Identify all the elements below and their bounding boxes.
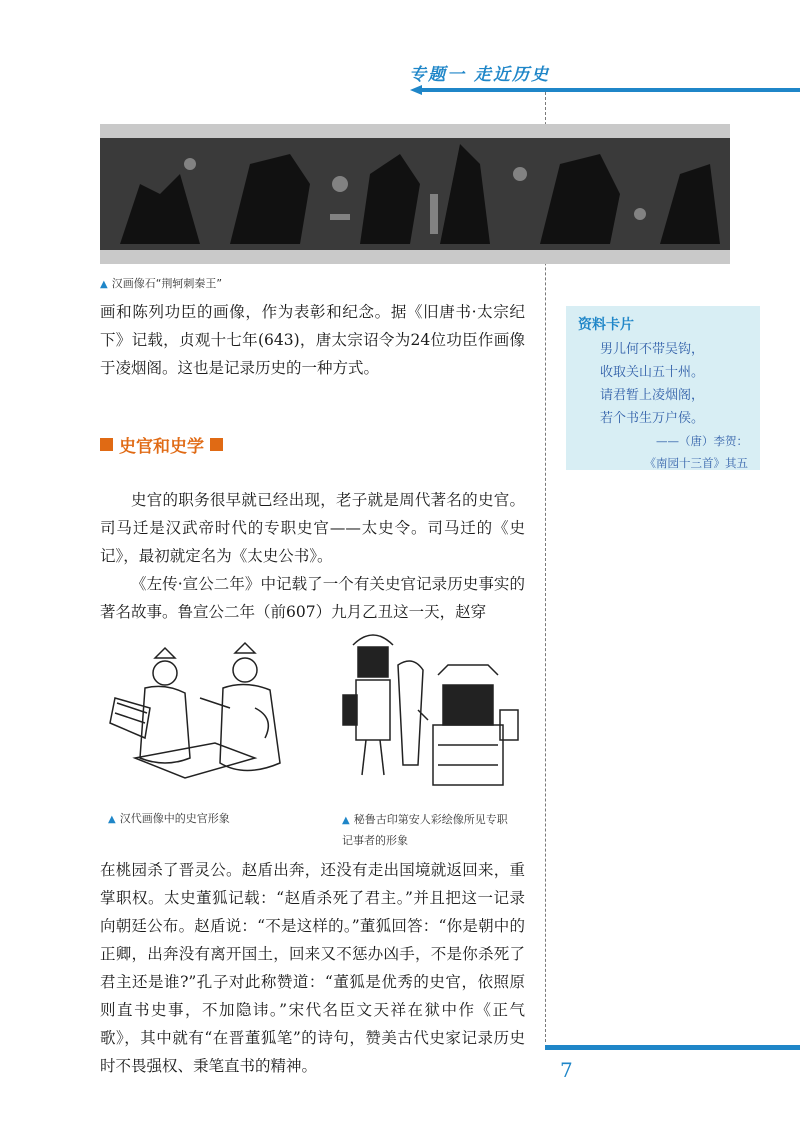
poem-line: 请君暂上凌烟阁， xyxy=(600,388,705,403)
poem-attribution: ——（唐）李贺： xyxy=(656,434,748,448)
caption-han-historian: ▲ 汉代画像中的史官形象 xyxy=(108,812,230,825)
poem-source: 《南园十三首》其五 xyxy=(644,456,748,470)
poem-line: 男儿何不带吴钩， xyxy=(600,342,705,357)
paragraph-historians: 史官的职务很早就已经出现，老子就是周代著名的史官。司马迁是汉武帝时代的专职史官——太史令。司马迁的《史记》，最初就定名为《太史公书》。 xyxy=(100,491,525,565)
data-card-title: 资料卡片 xyxy=(578,317,634,333)
relief-stone-rubbing-image xyxy=(100,124,730,264)
caption-peruvian-recorder: ▲ 秘鲁古印第安人彩绘像所见专职记事者的形象 xyxy=(342,813,508,847)
caption-triangle-icon: ▲ xyxy=(108,814,116,825)
square-bullet-icon xyxy=(100,438,113,451)
caption-triangle-icon: ▲ xyxy=(100,279,108,290)
section-heading: 史官和史学 xyxy=(100,432,223,457)
data-card xyxy=(566,306,760,470)
page-number: 7 xyxy=(560,1058,573,1082)
relief-caption: ▲ 汉画像石“荆轲刺秦王” xyxy=(100,277,223,290)
footer-rule xyxy=(545,1045,800,1050)
paragraph-dong-hu-story: 在桃园杀了晋灵公。赵盾出奔，还没有走出国境就返回来，重掌职权。太史董狐记载：“赵盾杀死了君主。”并且把这一记录向朝廷公布。赵盾说：“不是这样的。”董狐回答：“你是朝中的正卿，出奔没有离开国土，回来又不惩办凶手，不是你杀死了君主还是谁?”孔子对此称赞道：“董狐是优秀的史官，依照原则直书史事，不加隐讳。”宋代名臣文天祥在狱中作《正气歌》，其中就有“在晋董狐笔”的诗句，赞美古代史家记录历史时不畏强权、秉笔直书的精神。 xyxy=(100,861,525,1075)
caption-triangle-icon: ▲ xyxy=(342,815,350,826)
paragraph-zuozhuan: 《左传·宣公二年》中记载了一个有关史官记录历史事实的著名故事。鲁宣公二年（前607）九月乙丑这一天，赵穿 xyxy=(100,575,525,621)
han-historian-illustration xyxy=(105,628,325,802)
square-bullet-icon xyxy=(210,438,223,451)
poem-line: 收取关山五十州。 xyxy=(600,365,705,380)
peruvian-recorder-illustration xyxy=(338,625,528,804)
chapter-header-title: 专题一 走近历史 xyxy=(409,65,550,85)
header-rule xyxy=(418,88,800,92)
paragraph-lingyan-pavilion: 画和陈列功臣的画像，作为表彰和纪念。据《旧唐书·太宗纪下》记载，贞观十七年(643)，唐太宗诏令为24位功臣作画像于凌烟阁。这也是记录历史的一种方式。 xyxy=(100,303,525,377)
poem-line: 若个书生万户侯。 xyxy=(600,411,705,426)
